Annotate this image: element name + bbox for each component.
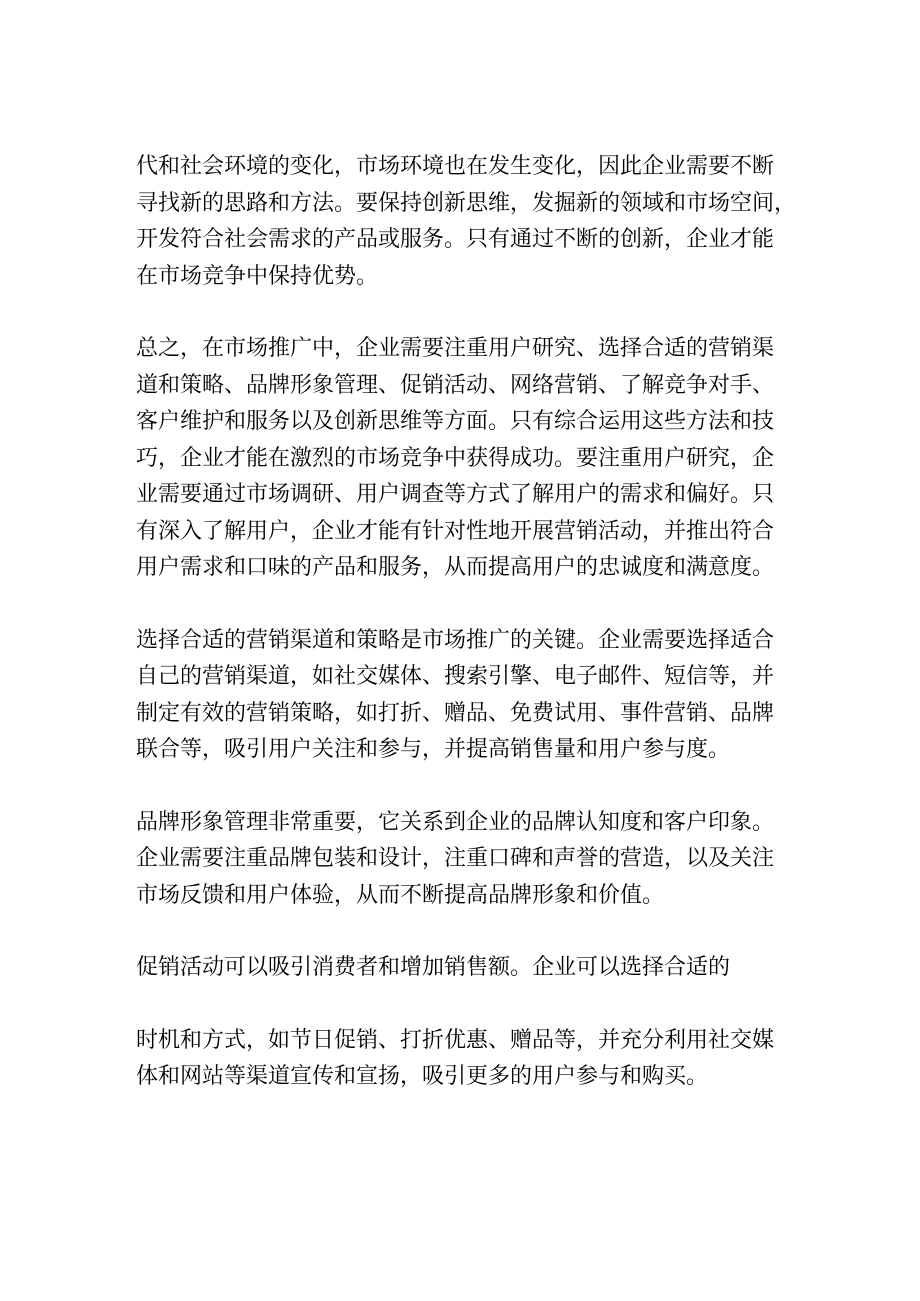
paragraph-line: 有深入了解用户，企业才能有针对性地开展营销活动，并推出符合	[136, 518, 775, 544]
paragraph-4	[136, 805, 816, 915]
paragraph-6	[136, 1023, 816, 1096]
paragraph-5	[136, 950, 816, 987]
paragraph-line: 代和社会环境的变化，市场环境也在发生变化，因此企业需要不断	[136, 154, 775, 179]
paragraph-line: 品牌形象管理非常重要，它关系到企业的品牌认知度和客户印象。	[136, 809, 775, 835]
paragraph-line: 道和策略、品牌形象管理、促销活动、网络营销、了解竞争对手、	[136, 372, 775, 398]
paragraph-line: 用户需求和口味的产品和服务，从而提高用户的忠诚度和满意度。	[136, 555, 775, 580]
paragraph-line: 在市场竞争中保持优势。	[136, 263, 379, 289]
paragraph-line: 体和网站等渠道宣传和宣扬，吸引更多的用户参与和购买。	[136, 1064, 709, 1089]
document-body	[136, 149, 816, 1132]
paragraph-line: 巧，企业才能在激烈的市场竞争中获得成功。要注重用户研究，企	[136, 445, 775, 471]
paragraph-line: 选择合适的营销渠道和策略是市场推广的关键。企业需要选择适合	[136, 627, 775, 653]
paragraph-line: 业需要通过市场调研、用户调查等方式了解用户的需求和偏好。只	[136, 482, 775, 507]
paragraph-line: 促销活动可以吸引消费者和增加销售额。企业可以选择合适的	[136, 955, 731, 980]
paragraph-line: 制定有效的营销策略，如打折、赠品、免费试用、事件营销、品牌	[136, 700, 775, 726]
paragraph-line: 市场反馈和用户体验，从而不断提高品牌形象和价值。	[136, 882, 665, 908]
paragraph-line: 寻找新的思路和方法。要保持创新思维，发掘新的领域和市场空间，	[136, 190, 797, 216]
paragraph-line: 企业需要注重品牌包装和设计，注重口碑和声誉的营造，以及关注	[136, 846, 775, 871]
paragraph-line: 联合等，吸引用户关注和参与，并提高销售量和用户参与度。	[136, 737, 731, 762]
paragraph-line: 客户维护和服务以及创新思维等方面。只有综合运用这些方法和技	[136, 409, 775, 434]
paragraph-line: 总之，在市场推广中，企业需要注重用户研究、选择合适的营销渠	[136, 336, 775, 361]
paragraph-line: 时机和方式，如节日促销、打折优惠、赠品等，并充分利用社交媒	[136, 1027, 775, 1053]
paragraph-line: 开发符合社会需求的产品或服务。只有通过不断的创新，企业才能	[136, 227, 775, 252]
paragraph-2	[136, 331, 816, 587]
paragraph-1	[136, 149, 816, 295]
paragraph-3	[136, 623, 816, 769]
paragraph-line: 自己的营销渠道，如社交媒体、搜索引擎、电子邮件、短信等，并	[136, 664, 775, 689]
